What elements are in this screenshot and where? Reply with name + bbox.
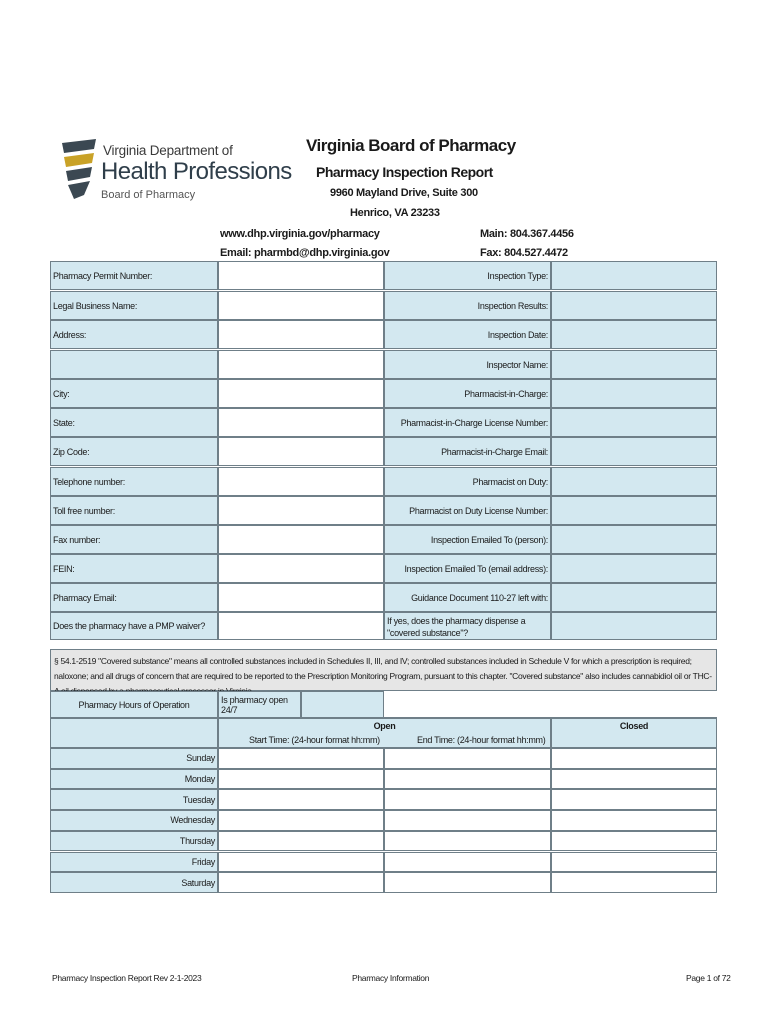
address-line2: Henrico, VA 23233 [350, 207, 440, 219]
day-start-time[interactable] [218, 852, 384, 873]
footer-section: Pharmacy Information [352, 973, 430, 983]
right-field-input[interactable] [552, 555, 716, 582]
left-field-input[interactable] [219, 584, 383, 611]
right-field-label: Pharmacist on Duty: [384, 467, 551, 496]
day-closed-input[interactable] [552, 770, 716, 789]
left-field-label: Legal Business Name: [50, 291, 218, 320]
day-start-time-input[interactable] [219, 853, 383, 872]
day-label: Thursday [50, 831, 218, 852]
website-link[interactable]: www.dhp.virginia.gov/pharmacy [220, 228, 380, 240]
left-field-input[interactable] [219, 468, 383, 495]
left-field-input[interactable] [219, 438, 383, 465]
right-field-input[interactable] [552, 262, 716, 289]
left-field-label: FEIN: [50, 554, 218, 583]
day-end-time-input[interactable] [385, 790, 550, 809]
day-start-time[interactable] [218, 789, 384, 810]
left-field-input[interactable] [219, 351, 383, 378]
fax-number: Fax: 804.527.4472 [480, 247, 568, 259]
day-end-time[interactable] [384, 872, 551, 893]
address-line1: 9960 Mayland Drive, Suite 300 [330, 187, 478, 199]
hours-spacer [384, 691, 717, 718]
day-start-time-input[interactable] [219, 790, 383, 809]
right-field-input[interactable] [552, 584, 716, 611]
logo-line3: Board of Pharmacy [101, 189, 196, 201]
footer-revision: Pharmacy Inspection Report Rev 2-1-2023 [52, 973, 202, 983]
left-field-label: Pharmacy Email: [50, 583, 218, 612]
right-field-value[interactable] [551, 350, 717, 379]
left-field-value[interactable] [218, 408, 384, 437]
day-end-time[interactable] [384, 831, 551, 852]
day-closed-input[interactable] [552, 811, 716, 830]
left-field-input[interactable] [219, 292, 383, 319]
left-field-value[interactable] [218, 291, 384, 320]
right-field-label: Pharmacist-in-Charge Email: [384, 437, 551, 466]
logo-line2: Health Professions [101, 158, 292, 185]
right-field-value[interactable] [551, 554, 717, 583]
day-start-time[interactable] [218, 831, 384, 852]
day-label: Monday [50, 769, 218, 790]
day-end-time[interactable] [384, 769, 551, 790]
day-start-time[interactable] [218, 748, 384, 769]
day-end-time-input[interactable] [385, 832, 550, 851]
left-field-value[interactable] [218, 320, 384, 349]
right-field-input[interactable] [552, 409, 716, 436]
day-start-time[interactable] [218, 872, 384, 893]
right-field-value[interactable] [551, 320, 717, 349]
day-label: Friday [50, 852, 218, 873]
left-field-value[interactable] [218, 350, 384, 379]
left-field-label: Toll free number: [50, 496, 218, 525]
day-start-time-input[interactable] [219, 873, 383, 892]
left-field-value[interactable] [218, 437, 384, 466]
right-field-label: Inspector Name: [384, 350, 551, 379]
day-end-time-input[interactable] [385, 873, 550, 892]
right-field-input[interactable] [552, 321, 716, 348]
left-field-value[interactable] [218, 467, 384, 496]
covered-substance-note: § 54.1-2519 "Covered substance" means all controlled substances included in Schedules II, III, and IV; controlled substances included in Schedule V for which a prescription is required; naloxone; and all drugs of concern that are required to be reported to the Prescription Monitoring Program, pursuant to this chapter. "Covered substance" also includes cannabidiol oil or THC- [50, 649, 717, 691]
page-subtitle: Pharmacy Inspection Report [316, 164, 493, 180]
day-closed-input[interactable] [552, 853, 716, 872]
logo-line1: Virginia Department of [103, 143, 233, 158]
right-field-label: Pharmacist-in-Charge License Number: [384, 408, 551, 437]
right-field-input[interactable] [552, 613, 716, 639]
day-closed[interactable] [551, 810, 717, 831]
left-field-label: Address: [50, 320, 218, 349]
left-field-label: Telephone number: [50, 467, 218, 496]
day-start-time-input[interactable] [219, 832, 383, 851]
day-label: Sunday [50, 748, 218, 769]
left-field-value[interactable] [218, 583, 384, 612]
left-field-input[interactable] [219, 262, 383, 289]
right-field-label: Inspection Results: [384, 291, 551, 320]
hours-header-blank [50, 718, 218, 748]
day-start-time[interactable] [218, 769, 384, 790]
right-field-label: Inspection Emailed To (person): [384, 525, 551, 554]
main-phone: Main: 804.367.4456 [480, 228, 574, 240]
day-label: Wednesday [50, 810, 218, 831]
left-field-input[interactable] [219, 321, 383, 348]
day-closed-input[interactable] [552, 790, 716, 809]
left-field-value[interactable] [218, 379, 384, 408]
open-24-7-field[interactable] [301, 691, 384, 718]
right-field-value[interactable] [551, 291, 717, 320]
open-header [218, 718, 551, 748]
left-field-label: State: [50, 408, 218, 437]
right-field-input[interactable] [552, 351, 716, 378]
day-start-time[interactable] [218, 810, 384, 831]
right-field-input[interactable] [552, 438, 716, 465]
day-end-time[interactable] [384, 852, 551, 873]
day-end-time[interactable] [384, 789, 551, 810]
right-field-label: Guidance Document 110-27 left with: [384, 583, 551, 612]
day-closed-input[interactable] [552, 749, 716, 768]
left-field-input[interactable] [219, 497, 383, 524]
day-start-time-input[interactable] [219, 811, 383, 830]
left-field-label: Zip Code: [50, 437, 218, 466]
right-field-value[interactable] [551, 408, 717, 437]
left-field-value[interactable] [218, 496, 384, 525]
right-field-label: Pharmacist-in-Charge: [384, 379, 551, 408]
day-end-time-input[interactable] [385, 749, 550, 768]
day-closed-input[interactable] [552, 873, 716, 892]
day-closed[interactable] [551, 748, 717, 769]
left-field-value[interactable] [218, 612, 384, 640]
left-field-input[interactable] [219, 613, 383, 639]
left-field-input[interactable] [219, 526, 383, 553]
dhp-logo-icon [60, 137, 100, 207]
contact-email[interactable]: Email: pharmbd@dhp.virginia.gov [220, 247, 390, 259]
left-field-value[interactable] [218, 261, 384, 290]
right-field-value[interactable] [551, 496, 717, 525]
day-label: Saturday [50, 872, 218, 893]
left-field-label [50, 350, 218, 379]
day-closed[interactable] [551, 831, 717, 852]
day-closed[interactable] [551, 872, 717, 893]
open-24-7-label: Is pharmacy open 24/7 [218, 691, 301, 718]
open-label: Open [373, 721, 396, 731]
day-closed[interactable] [551, 852, 717, 873]
right-field-label: Inspection Emailed To (email address): [384, 554, 551, 583]
day-closed[interactable] [551, 769, 717, 790]
right-field-input[interactable] [552, 380, 716, 407]
day-start-time-input[interactable] [219, 749, 383, 768]
left-field-value[interactable] [218, 554, 384, 583]
left-field-input[interactable] [219, 555, 383, 582]
right-field-input[interactable] [552, 526, 716, 553]
day-end-time[interactable] [384, 810, 551, 831]
hours-section-label: Pharmacy Hours of Operation [50, 691, 218, 718]
day-end-time[interactable] [384, 748, 551, 769]
day-end-time-input[interactable] [385, 811, 550, 830]
right-field-value[interactable] [551, 437, 717, 466]
open-24-7-input[interactable] [302, 692, 383, 717]
page-title: Virginia Board of Pharmacy [306, 136, 516, 155]
right-field-value[interactable] [551, 379, 717, 408]
right-field-input[interactable] [552, 468, 716, 495]
day-closed[interactable] [551, 789, 717, 810]
day-start-time-input[interactable] [219, 770, 383, 789]
right-field-value[interactable] [551, 467, 717, 496]
right-field-label: If yes, does the pharmacy dispense a "covered substance"? [384, 612, 551, 640]
day-end-time-input[interactable] [385, 770, 550, 789]
right-field-value[interactable] [551, 525, 717, 554]
right-field-input[interactable] [552, 292, 716, 319]
left-field-label: Does the pharmacy have a PMP waiver? [50, 612, 218, 640]
left-field-label: Fax number: [50, 525, 218, 554]
left-field-input[interactable] [219, 409, 383, 436]
left-field-value[interactable] [218, 525, 384, 554]
right-field-value[interactable] [551, 583, 717, 612]
right-field-label: Inspection Date: [384, 320, 551, 349]
right-field-input[interactable] [552, 497, 716, 524]
left-field-input[interactable] [219, 380, 383, 407]
day-end-time-input[interactable] [385, 853, 550, 872]
end-time-label: End Time: (24-hour format hh:mm) [417, 735, 546, 745]
closed-label: Closed [551, 718, 717, 748]
left-field-label: City: [50, 379, 218, 408]
right-field-value[interactable] [551, 261, 717, 290]
day-label: Tuesday [50, 789, 218, 810]
start-time-label: Start Time: (24-hour format hh:mm) [249, 735, 380, 745]
left-field-label: Pharmacy Permit Number: [50, 261, 218, 290]
day-closed-input[interactable] [552, 832, 716, 851]
right-field-label: Pharmacist on Duty License Number: [384, 496, 551, 525]
right-field-value[interactable] [551, 612, 717, 640]
right-field-label: Inspection Type: [384, 261, 551, 290]
footer-page-number: Page 1 of 72 [686, 973, 731, 983]
